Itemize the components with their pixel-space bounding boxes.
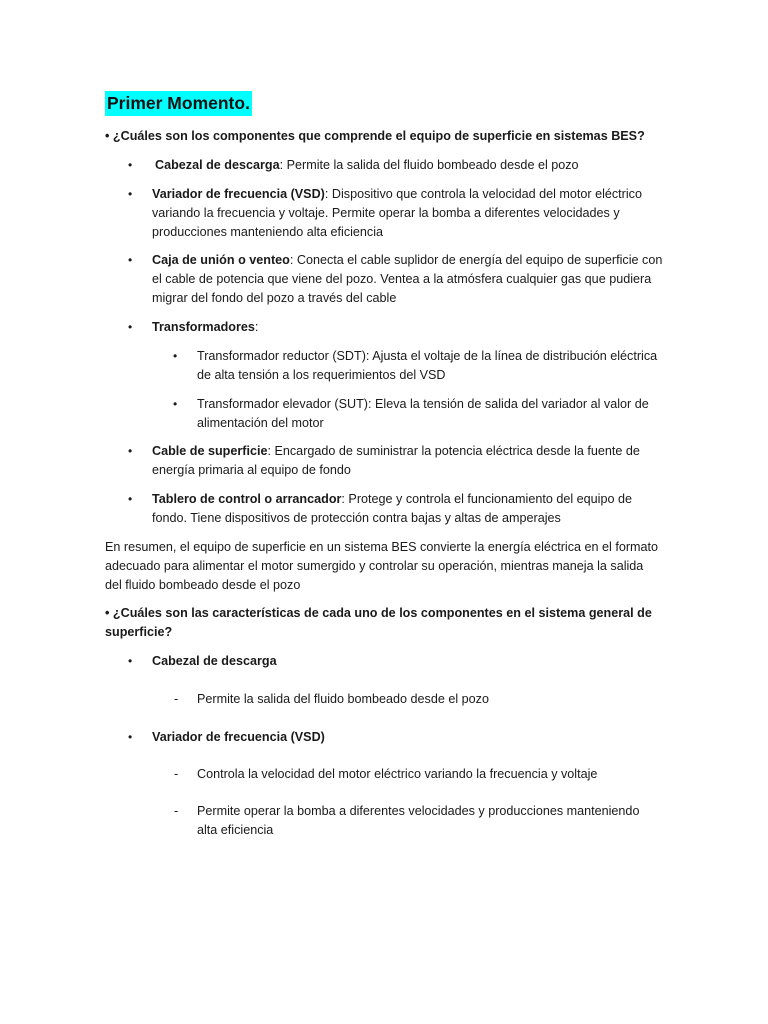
bullet-marker: •: [128, 492, 133, 506]
dash-marker: -: [174, 804, 179, 818]
component-term: Caja de unión o venteo: [152, 253, 290, 267]
component-transformadores: [152, 318, 258, 337]
bullet-marker: •: [173, 397, 178, 411]
bullet-marker: •: [128, 253, 133, 267]
component-desc: Permite la salida del fluido bombeado desde el pozo: [283, 158, 579, 172]
component-desc-line: variando la frecuencia y voltaje. Permite operar la bomba a diferentes velocidades y: [152, 206, 620, 220]
component-desc-line: fondo. Tiene dispositivos de protección contra bajas y altas de amperajes: [152, 511, 561, 525]
bullet-marker: •: [128, 158, 133, 172]
component-term: Tablero de control o arrancador: [152, 492, 342, 506]
component-caja: [152, 251, 662, 308]
transformer-line: de alta tensión a los requerimientos del VSD: [197, 368, 446, 382]
dash-marker: -: [174, 767, 179, 781]
component-desc-line: energía primaria al equipo de fondo: [152, 463, 351, 477]
summary-line: adecuado para alimentar el motor sumergido y controlar su operación, mientras maneja la salida: [105, 559, 644, 573]
component-desc-line: el cable de potencia que viene del pozo. Ventea a la atmósfera cualquier gas que pudiera: [152, 272, 652, 286]
component-tablero: [152, 490, 632, 528]
bullet-marker: •: [128, 320, 133, 334]
characteristic-term: Variador de frecuencia (VSD): [152, 730, 325, 744]
characteristic-term: Cabezal de descarga: [152, 654, 277, 668]
bullet-marker: •: [128, 444, 133, 458]
component-cabezal: [155, 156, 579, 175]
characteristic-detail: Permite la salida del fluido bombeado desde el pozo: [197, 692, 489, 706]
component-desc: Protege y controla el funcionamiento del equipo de: [344, 492, 632, 506]
component-term: Cable de superficie: [152, 444, 268, 458]
characteristic-detail: Controla la velocidad del motor eléctrico variando la frecuencia y voltaje: [197, 767, 598, 781]
component-term: Transformadores: [152, 320, 255, 334]
summary-line: del fluido bombeado desde el pozo: [105, 578, 301, 592]
component-desc: Encargado de suministrar la potencia eléctrica desde la fuente de: [270, 444, 640, 458]
component-sep: :: [254, 320, 259, 334]
component-sep: :: [289, 253, 294, 267]
component-desc-line: migrar del fondo del pozo a través del cable: [152, 291, 397, 305]
component-sep: :: [324, 187, 329, 201]
component-sep: :: [267, 444, 271, 458]
question-1: • ¿Cuáles son los componentes que comprende el equipo de superficie en sistemas BES?: [105, 129, 645, 143]
summary-paragraph: [105, 538, 658, 595]
component-variador: [152, 185, 642, 242]
transformer-line: Transformador reductor (SDT): Ajusta el voltaje de la línea de distribución eléctrica: [197, 349, 658, 363]
component-desc: Dispositivo que controla la velocidad del motor eléctrico: [328, 187, 642, 201]
bullet-marker: •: [128, 187, 133, 201]
bullet-marker: •: [128, 730, 133, 744]
transformer-line: Transformador elevador (SUT): Eleva la tensión de salida del variador al valor de: [197, 397, 649, 411]
question-line: • ¿Cuáles son las características de cada uno de los componentes en el sistema general de: [105, 606, 652, 620]
characteristic-detail-line: alta eficiencia: [197, 823, 274, 837]
transformer-reductor: [197, 347, 657, 385]
transformer-elevador: [197, 395, 649, 433]
component-term: Variador de frecuencia (VSD): [152, 187, 325, 201]
question-line: superficie?: [105, 625, 173, 639]
component-cable: [152, 442, 640, 480]
characteristic-detail: [197, 802, 639, 840]
characteristic-detail-line: Permite operar la bomba a diferentes velocidades y producciones manteniendo: [197, 804, 640, 818]
component-term: Cabezal de descarga: [155, 158, 280, 172]
component-desc: Conecta el cable suplidor de energía del equipo de superficie con: [293, 253, 663, 267]
dash-marker: -: [174, 692, 179, 706]
component-sep: :: [341, 492, 345, 506]
bullet-marker: •: [128, 654, 133, 668]
section-heading: Primer Momento.: [105, 91, 252, 116]
summary-line: En resumen, el equipo de superficie en un sistema BES convierte la energía eléctrica en el formato: [105, 540, 659, 554]
question-2: [105, 604, 652, 642]
component-sep: :: [279, 158, 284, 172]
transformer-line: alimentación del motor: [197, 416, 324, 430]
bullet-marker: •: [173, 349, 178, 363]
component-desc-line: producciones manteniendo alta eficiencia: [152, 225, 384, 239]
